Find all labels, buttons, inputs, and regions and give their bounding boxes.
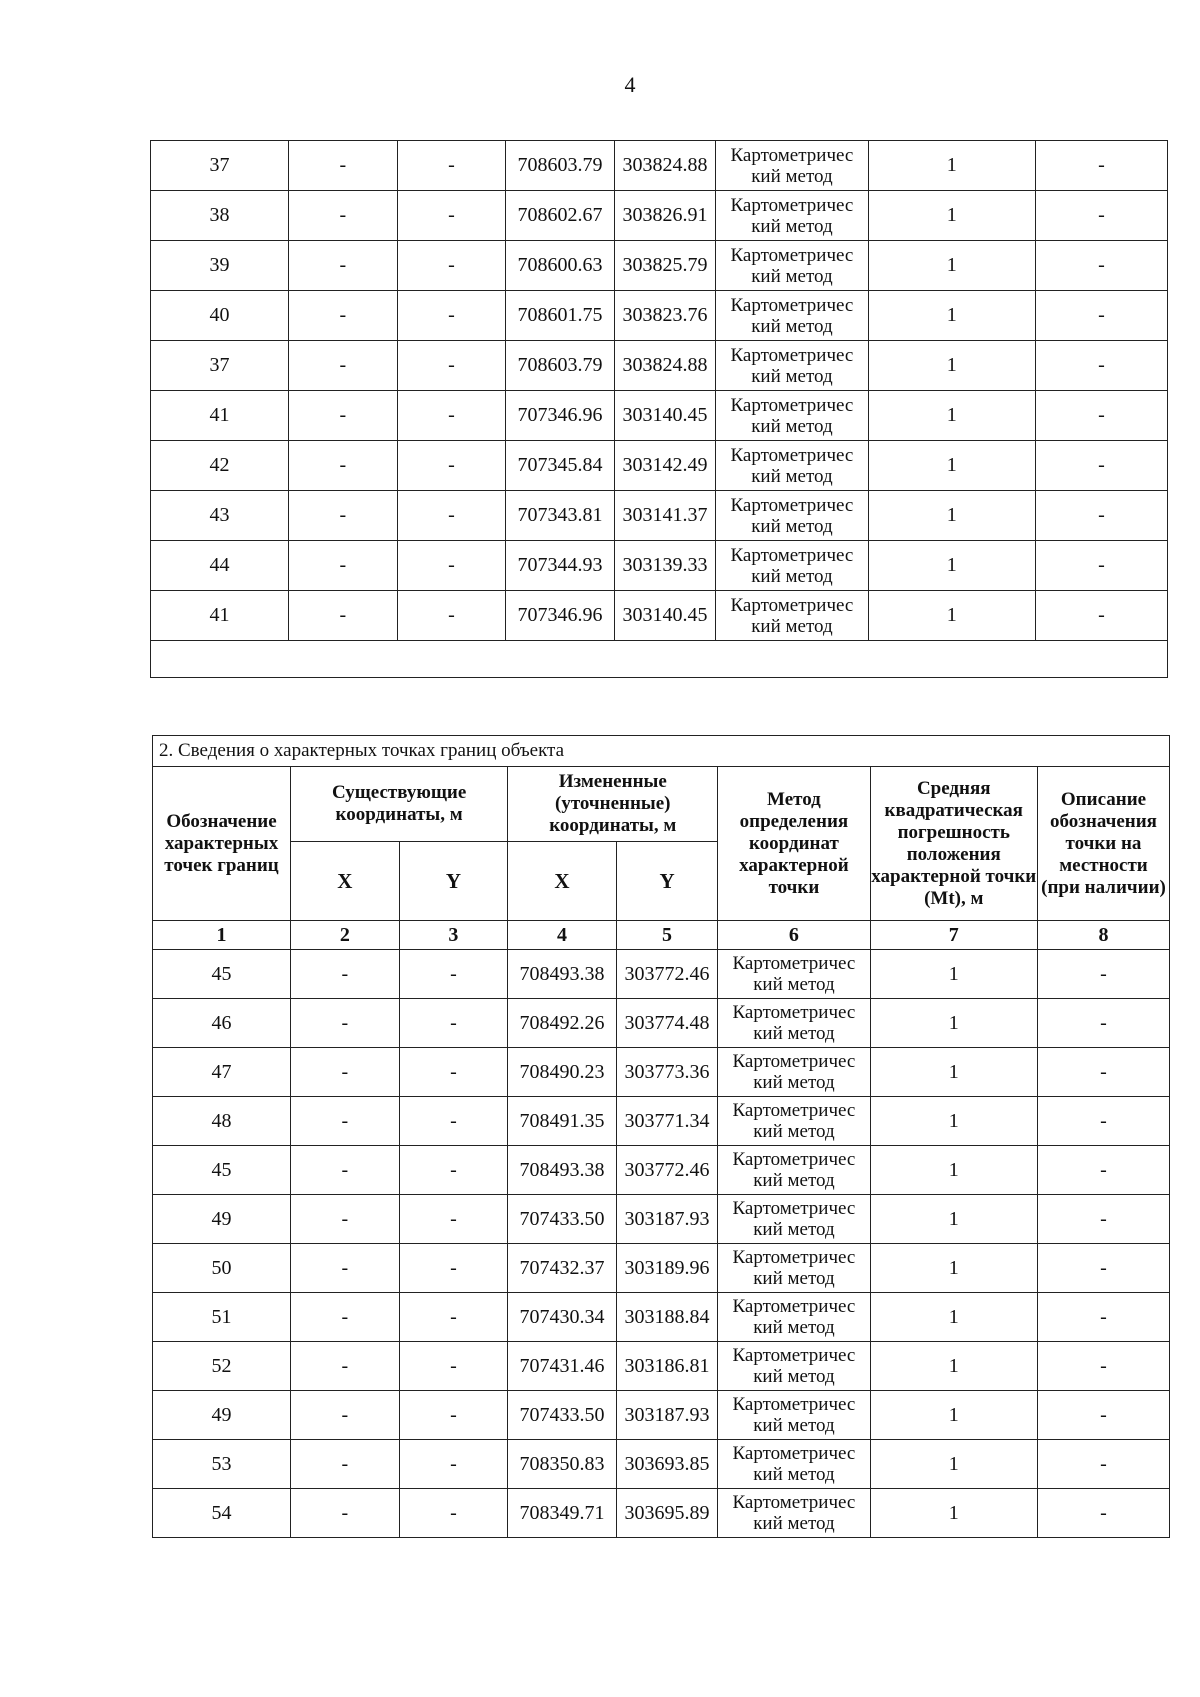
cell-point-id: 53 (153, 1440, 291, 1489)
cell-method: Картометричес кий метод (718, 1097, 870, 1146)
cell-existing-x: - (289, 191, 398, 241)
cell-method: Картометричес кий метод (716, 141, 868, 191)
cell-error: 1 (870, 1097, 1037, 1146)
table-row (153, 1097, 1170, 1146)
cell-existing-x: - (291, 1244, 400, 1293)
table-row (151, 341, 1168, 391)
cell-changed-x: 707430.34 (508, 1293, 617, 1342)
cell-existing-y: - (399, 1489, 508, 1538)
cell-point-id: 48 (153, 1097, 291, 1146)
cell-error: 1 (868, 141, 1035, 191)
cell-method: Картометричес кий метод (716, 241, 868, 291)
cell-method: Картометричес кий метод (716, 191, 868, 241)
table-row (151, 191, 1168, 241)
cell-point-id: 47 (153, 1048, 291, 1097)
cell-error: 1 (868, 341, 1035, 391)
cell-changed-y: 303693.85 (616, 1440, 717, 1489)
cell-changed-x: 708603.79 (506, 341, 615, 391)
cell-existing-x: - (291, 950, 400, 999)
cell-changed-y: 303695.89 (616, 1489, 717, 1538)
cell-existing-y: - (399, 1097, 508, 1146)
cell-method: Картометричес кий метод (718, 1342, 870, 1391)
cell-changed-y: 303139.33 (614, 541, 715, 591)
cell-changed-y: 303142.49 (614, 441, 715, 491)
header-mean-square-error: Средняя квадратическая погрешность положения характерной точки (Mt), м (870, 767, 1037, 921)
cell-changed-x: 708491.35 (508, 1097, 617, 1146)
cell-existing-y: - (399, 1244, 508, 1293)
cell-description: - (1037, 1440, 1169, 1489)
cell-changed-x: 708349.71 (508, 1489, 617, 1538)
points-table-continued-body (151, 141, 1168, 678)
cell-changed-y: 303823.76 (614, 291, 715, 341)
cell-point-id: 46 (153, 999, 291, 1048)
cell-changed-y: 303773.36 (616, 1048, 717, 1097)
cell-error: 1 (868, 391, 1035, 441)
cell-existing-y: - (397, 391, 506, 441)
cell-error: 1 (870, 1146, 1037, 1195)
cell-existing-x: - (291, 1293, 400, 1342)
cell-existing-y: - (399, 1146, 508, 1195)
cell-changed-y: 303188.84 (616, 1293, 717, 1342)
cell-existing-x: - (289, 391, 398, 441)
header-existing-y: Y (399, 842, 508, 921)
cell-existing-y: - (399, 1391, 508, 1440)
cell-error: 1 (868, 191, 1035, 241)
cell-method: Картометричес кий метод (716, 491, 868, 541)
cell-existing-y: - (397, 191, 506, 241)
cell-existing-x: - (291, 1097, 400, 1146)
cell-description: - (1036, 441, 1168, 491)
cell-description: - (1036, 191, 1168, 241)
cell-method: Картометричес кий метод (716, 591, 868, 641)
cell-existing-x: - (291, 1146, 400, 1195)
cell-existing-x: - (291, 1489, 400, 1538)
table-row (153, 999, 1170, 1048)
table-row (153, 1342, 1170, 1391)
cell-existing-y: - (399, 1048, 508, 1097)
cell-error: 1 (870, 1244, 1037, 1293)
cell-description: - (1037, 999, 1169, 1048)
table-caption: 2. Сведения о характерных точках границ объекта (153, 736, 1170, 767)
table-row (151, 291, 1168, 341)
cell-point-id: 45 (153, 1146, 291, 1195)
cell-changed-x: 708493.38 (508, 950, 617, 999)
cell-existing-x: - (291, 1048, 400, 1097)
cell-changed-x: 707431.46 (508, 1342, 617, 1391)
cell-method: Картометричес кий метод (716, 541, 868, 591)
cell-description: - (1037, 1342, 1169, 1391)
table-row (153, 1391, 1170, 1440)
cell-changed-x: 707344.93 (506, 541, 615, 591)
cell-point-id: 51 (153, 1293, 291, 1342)
column-number: 6 (718, 921, 870, 950)
cell-point-id: 41 (151, 391, 289, 441)
empty-row (151, 641, 1168, 678)
cell-error: 1 (870, 950, 1037, 999)
cell-point-id: 45 (153, 950, 291, 999)
cell-existing-y: - (397, 291, 506, 341)
cell-description: - (1036, 491, 1168, 541)
table-row (153, 950, 1170, 999)
cell-existing-x: - (289, 241, 398, 291)
header-existing-coordinates: Существующие координаты, м (291, 767, 508, 842)
cell-changed-x: 708601.75 (506, 291, 615, 341)
cell-changed-x: 708603.79 (506, 141, 615, 191)
cell-error: 1 (868, 291, 1035, 341)
cell-method: Картометричес кий метод (718, 1244, 870, 1293)
table-row (153, 1146, 1170, 1195)
cell-point-id: 37 (151, 141, 289, 191)
cell-method: Картометричес кий метод (718, 1195, 870, 1244)
cell-changed-y: 303826.91 (614, 191, 715, 241)
cell-method: Картометричес кий метод (718, 1048, 870, 1097)
cell-existing-x: - (291, 1342, 400, 1391)
cell-method: Картометричес кий метод (718, 1440, 870, 1489)
cell-method: Картометричес кий метод (716, 291, 868, 341)
cell-description: - (1036, 291, 1168, 341)
cell-changed-x: 707433.50 (508, 1391, 617, 1440)
cell-method: Картометричес кий метод (718, 1489, 870, 1538)
header-changed-x: X (508, 842, 617, 921)
cell-existing-y: - (399, 1195, 508, 1244)
cell-description: - (1036, 591, 1168, 641)
cell-description: - (1037, 950, 1169, 999)
cell-existing-y: - (397, 591, 506, 641)
table-row (151, 441, 1168, 491)
cell-existing-y: - (397, 341, 506, 391)
header-existing-x: X (291, 842, 400, 921)
cell-point-id: 49 (153, 1391, 291, 1440)
cell-changed-y: 303772.46 (616, 1146, 717, 1195)
cell-error: 1 (868, 591, 1035, 641)
cell-existing-y: - (399, 950, 508, 999)
cell-existing-y: - (397, 541, 506, 591)
cell-changed-y: 303186.81 (616, 1342, 717, 1391)
cell-description: - (1037, 1146, 1169, 1195)
cell-changed-x: 707346.96 (506, 391, 615, 441)
table-row (151, 491, 1168, 541)
header-changed-y: Y (616, 842, 717, 921)
cell-error: 1 (870, 1440, 1037, 1489)
column-number: 2 (291, 921, 400, 950)
cell-existing-x: - (289, 141, 398, 191)
cell-point-id: 39 (151, 241, 289, 291)
table-row (153, 1195, 1170, 1244)
cell-description: - (1037, 1391, 1169, 1440)
cell-point-id: 40 (151, 291, 289, 341)
cell-description: - (1037, 1195, 1169, 1244)
cell-error: 1 (870, 1342, 1037, 1391)
empty-cell (151, 641, 1168, 678)
cell-method: Картометричес кий метод (718, 999, 870, 1048)
cell-error: 1 (868, 491, 1035, 541)
cell-changed-y: 303141.37 (614, 491, 715, 541)
cell-existing-x: - (291, 999, 400, 1048)
cell-point-id: 44 (151, 541, 289, 591)
cell-point-id: 52 (153, 1342, 291, 1391)
cell-point-id: 49 (153, 1195, 291, 1244)
cell-changed-y: 303771.34 (616, 1097, 717, 1146)
cell-changed-x: 707432.37 (508, 1244, 617, 1293)
cell-description: - (1037, 1048, 1169, 1097)
cell-error: 1 (870, 1391, 1037, 1440)
cell-error: 1 (870, 999, 1037, 1048)
cell-point-id: 41 (151, 591, 289, 641)
cell-existing-x: - (291, 1440, 400, 1489)
cell-changed-y: 303140.45 (614, 591, 715, 641)
cell-changed-x: 708493.38 (508, 1146, 617, 1195)
header-changed-coordinates: Измененные (уточненные) координаты, м (508, 767, 718, 842)
cell-point-id: 37 (151, 341, 289, 391)
cell-error: 1 (870, 1489, 1037, 1538)
cell-error: 1 (868, 441, 1035, 491)
table-row (153, 1048, 1170, 1097)
boundary-points-table-body (153, 950, 1170, 1538)
boundary-points-table (152, 735, 1170, 1538)
cell-changed-x: 708350.83 (508, 1440, 617, 1489)
cell-error: 1 (870, 1048, 1037, 1097)
cell-existing-x: - (291, 1195, 400, 1244)
table-row (151, 541, 1168, 591)
cell-changed-x: 707343.81 (506, 491, 615, 541)
cell-changed-y: 303774.48 (616, 999, 717, 1048)
cell-method: Картометричес кий метод (716, 341, 868, 391)
cell-point-id: 38 (151, 191, 289, 241)
cell-point-id: 50 (153, 1244, 291, 1293)
cell-changed-x: 708602.67 (506, 191, 615, 241)
column-number: 1 (153, 921, 291, 950)
cell-description: - (1037, 1097, 1169, 1146)
table-row (153, 1244, 1170, 1293)
page-number: 4 (624, 72, 636, 97)
header-method: Метод определения координат характерной точки (718, 767, 870, 921)
cell-description: - (1037, 1489, 1169, 1538)
cell-method: Картометричес кий метод (716, 441, 868, 491)
cell-description: - (1036, 341, 1168, 391)
cell-existing-x: - (289, 441, 398, 491)
header-designation: Обозначение характерных точек границ (153, 767, 291, 921)
points-table-continued (150, 140, 1168, 678)
column-number: 5 (616, 921, 717, 950)
cell-changed-y: 303189.96 (616, 1244, 717, 1293)
cell-description: - (1036, 541, 1168, 591)
cell-method: Картометричес кий метод (718, 950, 870, 999)
cell-description: - (1037, 1244, 1169, 1293)
table-row (151, 391, 1168, 441)
column-number: 8 (1037, 921, 1169, 950)
cell-existing-y: - (397, 241, 506, 291)
cell-changed-x: 708490.23 (508, 1048, 617, 1097)
cell-method: Картометричес кий метод (718, 1391, 870, 1440)
cell-changed-x: 707433.50 (508, 1195, 617, 1244)
cell-changed-x: 708492.26 (508, 999, 617, 1048)
cell-existing-x: - (289, 591, 398, 641)
cell-method: Картометричес кий метод (718, 1146, 870, 1195)
cell-existing-x: - (291, 1391, 400, 1440)
cell-changed-x: 707345.84 (506, 441, 615, 491)
table-row (153, 1489, 1170, 1538)
cell-point-id: 42 (151, 441, 289, 491)
column-number: 4 (508, 921, 617, 950)
cell-changed-y: 303140.45 (614, 391, 715, 441)
cell-existing-y: - (399, 1293, 508, 1342)
cell-existing-y: - (399, 999, 508, 1048)
cell-point-id: 43 (151, 491, 289, 541)
cell-changed-y: 303772.46 (616, 950, 717, 999)
cell-error: 1 (870, 1195, 1037, 1244)
column-numbers-row (153, 921, 1170, 950)
cell-error: 1 (868, 541, 1035, 591)
column-number: 3 (399, 921, 508, 950)
cell-existing-x: - (289, 341, 398, 391)
cell-description: - (1036, 391, 1168, 441)
cell-changed-y: 303187.93 (616, 1195, 717, 1244)
cell-existing-x: - (289, 291, 398, 341)
table-row (153, 1293, 1170, 1342)
table-row (151, 141, 1168, 191)
cell-existing-y: - (399, 1440, 508, 1489)
cell-method: Картометричес кий метод (718, 1293, 870, 1342)
cell-existing-y: - (397, 441, 506, 491)
cell-error: 1 (870, 1293, 1037, 1342)
cell-changed-y: 303187.93 (616, 1391, 717, 1440)
cell-existing-x: - (289, 541, 398, 591)
cell-existing-y: - (397, 141, 506, 191)
header-point-description: Описание обозначения точки на местности (при наличии) (1037, 767, 1169, 921)
table-row (151, 241, 1168, 291)
cell-changed-y: 303824.88 (614, 141, 715, 191)
table-row (153, 1440, 1170, 1489)
cell-changed-y: 303824.88 (614, 341, 715, 391)
cell-existing-y: - (399, 1342, 508, 1391)
cell-changed-x: 707346.96 (506, 591, 615, 641)
cell-description: - (1037, 1293, 1169, 1342)
cell-point-id: 54 (153, 1489, 291, 1538)
column-number: 7 (870, 921, 1037, 950)
cell-description: - (1036, 241, 1168, 291)
table-row (151, 591, 1168, 641)
cell-changed-x: 708600.63 (506, 241, 615, 291)
cell-existing-x: - (289, 491, 398, 541)
cell-existing-y: - (397, 491, 506, 541)
cell-error: 1 (868, 241, 1035, 291)
cell-description: - (1036, 141, 1168, 191)
cell-changed-y: 303825.79 (614, 241, 715, 291)
cell-method: Картометричес кий метод (716, 391, 868, 441)
